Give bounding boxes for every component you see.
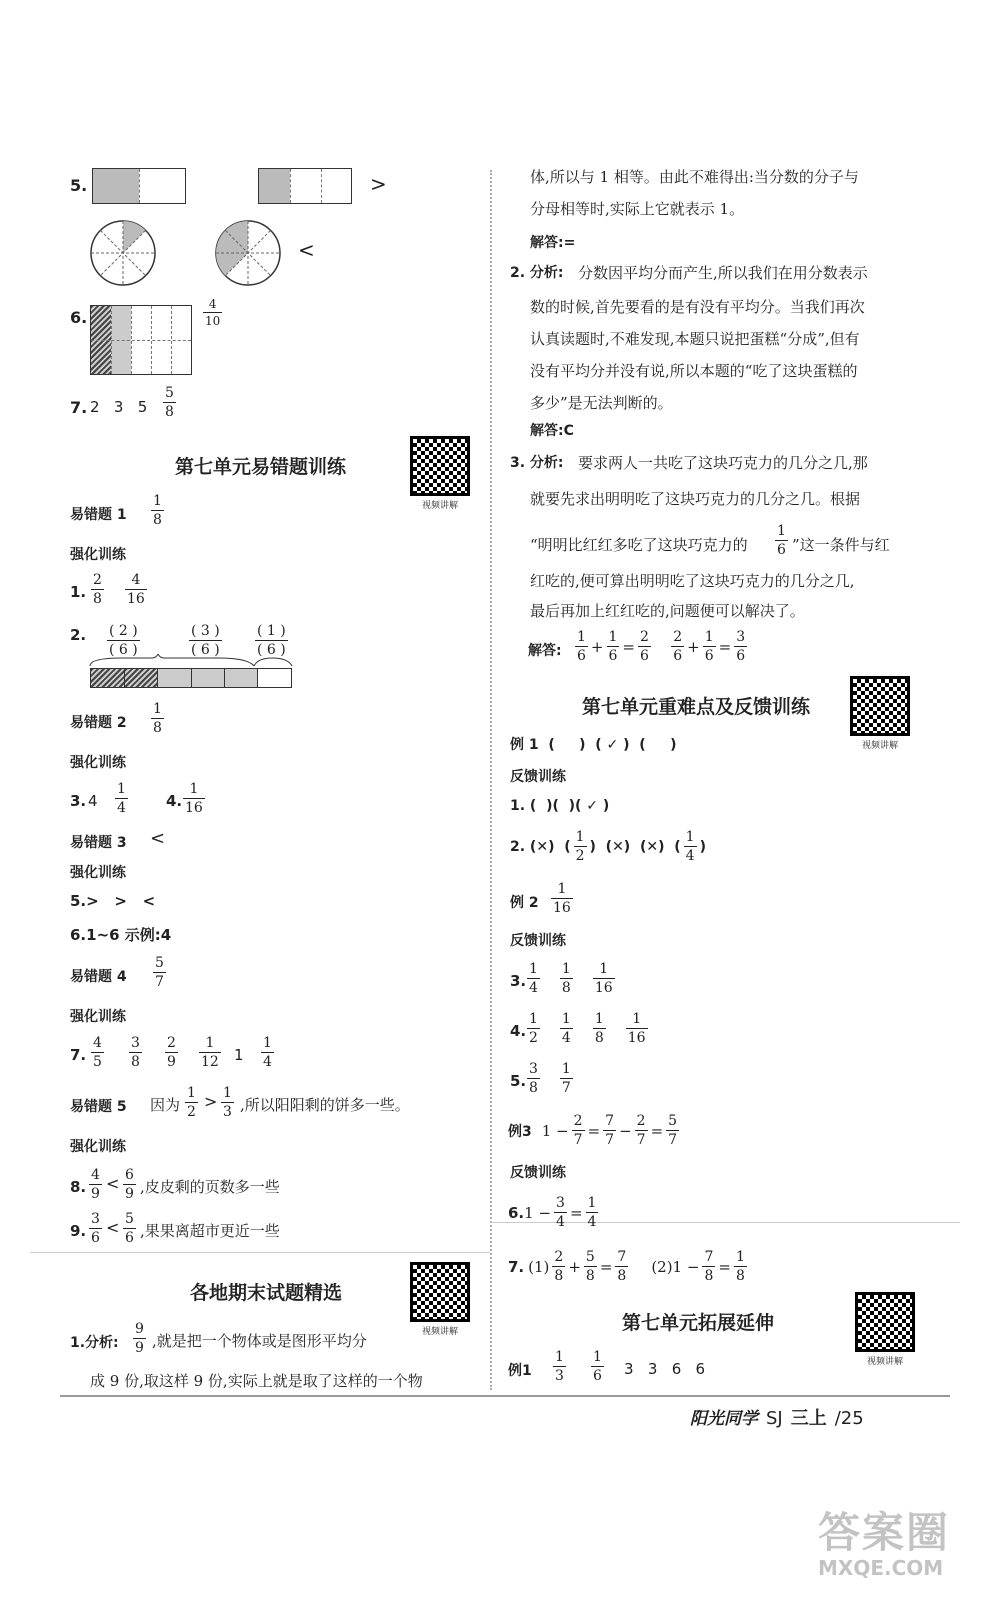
- values: 3 3 6 6: [624, 1360, 706, 1378]
- analysis-label: 3. 分析:: [510, 455, 564, 471]
- item-label: 9.: [70, 1222, 87, 1240]
- symbol: <: [106, 1174, 120, 1193]
- watermark-logo: 答案圈 MXQE.COM: [818, 1508, 951, 1580]
- answer-label: 解答:: [528, 643, 562, 659]
- qr-code[interactable]: 视频讲解: [410, 1262, 470, 1337]
- text: ,就是把一个物体或是图形平均分: [152, 1332, 367, 1350]
- feedback-2: 2. (✕) ( 1 2 ) (✕) (✕) ( 1 4 ): [510, 829, 706, 864]
- footer: [690, 1404, 864, 1430]
- qr-code[interactable]: 视频讲解: [410, 436, 470, 511]
- feedback-heading: 反馈训练: [510, 1165, 566, 1181]
- rect-diagram: [92, 168, 186, 204]
- fraction: $\frac{1}{4}$: [117, 781, 126, 816]
- item-label: 2.: [70, 626, 87, 644]
- q5-label: 5.: [70, 176, 88, 195]
- training-heading: 强化训练: [70, 1139, 126, 1155]
- page-number: /25: [834, 1408, 864, 1429]
- circle-diagram: [213, 218, 283, 288]
- section-title: 第七单元重难点及反馈训练: [582, 696, 811, 718]
- text: 分数因平均分而产生,所以我们在用分数表示: [578, 264, 868, 282]
- text: 成 9 份,取这样 9 份,实际上就是取了这样的一个物: [90, 1372, 423, 1390]
- text: 数的时候,首先要看的是有没有平均分。当我们再次: [530, 298, 865, 316]
- fraction: $\frac{1}{6}$: [593, 1349, 602, 1384]
- answer-expression: 1 6 + $\frac{1}{6}$ = $\frac{2}{6}$ 2 6 + $\frac{1}{6}$ = $\frac{3}{6}$: [577, 629, 746, 664]
- fraction: $\frac{5}{6}$: [125, 1211, 134, 1246]
- grade: 三上: [790, 1408, 827, 1429]
- item-label: 7.: [70, 1046, 87, 1064]
- grid-diagram: [90, 305, 192, 375]
- feedback-6: 6. 1 − $\frac{3}{4}$ = $\frac{1}{4}$: [508, 1195, 597, 1230]
- training-heading: 强化训练: [70, 755, 126, 771]
- brace: [88, 654, 294, 668]
- fraction: $\frac{2}{8}$: [93, 572, 102, 607]
- text: ,所以阳阳剩的饼多一些。: [240, 1096, 410, 1114]
- analysis-label: 1.分析:: [70, 1335, 119, 1351]
- feedback-7: 7. (1) 2 8 + $\frac{5}{8}$ = $\frac{7}{8}$ (2)1 − $\frac{7}{8}$ = $\frac{1}{8}$: [508, 1249, 745, 1284]
- item-label: 4.: [166, 792, 183, 810]
- fraction: $\frac{1}{8}$: [153, 701, 162, 736]
- qr-code[interactable]: 视频讲解: [850, 676, 910, 751]
- fraction: $\frac{3}{6}$: [91, 1211, 100, 1246]
- fraction: $\frac{4}{9}$: [91, 1167, 100, 1202]
- fraction: $\frac{( 3 )}{( 6 )}$: [191, 623, 220, 658]
- fraction: $\frac{3}{8}$: [131, 1035, 140, 1070]
- fraction: $\frac{4}{5}$: [93, 1035, 102, 1070]
- fraction: $\frac{1}{16}$: [185, 781, 203, 816]
- example-label: 例1: [508, 1363, 532, 1379]
- error-item-label: 易错题 2: [70, 715, 127, 731]
- fraction: $\frac{1}{6}$: [777, 523, 786, 558]
- item-label: 3.: [70, 792, 87, 810]
- section-title: 第七单元易错题训练: [175, 456, 347, 478]
- item-label: 1.: [70, 583, 87, 601]
- item-label: 8.: [70, 1178, 87, 1196]
- section-title: 各地期末试题精选: [190, 1282, 343, 1304]
- value: 4: [88, 792, 98, 810]
- symbol: <: [106, 1218, 120, 1237]
- fraction: $\frac{6}{9}$: [125, 1167, 134, 1202]
- fraction: $\frac{1}{12}$: [201, 1035, 219, 1070]
- answer: 解答:=: [530, 235, 576, 251]
- text: ”这一条件与红: [792, 536, 890, 554]
- fraction: $\frac{1}{3}$: [223, 1085, 232, 1120]
- training-heading: 强化训练: [70, 865, 126, 881]
- feedback-1: 1. ( )( )( ✓ ): [510, 798, 610, 814]
- fraction: $\frac{1}{2}$: [187, 1085, 196, 1120]
- answer: 解答:C: [530, 423, 574, 439]
- circle-diagram: [88, 218, 158, 288]
- value: 1: [234, 1046, 244, 1064]
- book-code: SJ: [766, 1408, 783, 1429]
- feedback-heading: 反馈训练: [510, 933, 566, 949]
- compare-symbol: <: [298, 238, 315, 262]
- text: 多少”是无法判断的。: [530, 394, 673, 412]
- item-label: 4.: [510, 1022, 527, 1040]
- q7-label: 7.: [70, 398, 88, 417]
- fraction: $\frac{1}{8}$: [153, 493, 162, 528]
- fraction: $\frac{1}{3}$: [555, 1349, 564, 1384]
- text: 分母相等时,实际上它就表示 1。: [530, 200, 745, 218]
- text: “明明比红红多吃了这块巧克力的: [530, 536, 748, 554]
- q7-values: 2 3 5: [90, 398, 148, 416]
- text: 认真读题时,不难发现,本题只说把蛋糕“分成”,但有: [530, 330, 860, 348]
- text: ,皮皮剩的页数多一些: [140, 1178, 280, 1196]
- fraction: $\frac{5}{7}$: [155, 955, 164, 990]
- fraction: $\frac{( 1 )}{( 6 )}$: [257, 623, 286, 658]
- section-title: 第七单元拓展延伸: [622, 1312, 775, 1334]
- column-divider: [490, 170, 492, 1390]
- section-rule: [30, 1252, 490, 1253]
- item-label: 5.: [510, 1072, 527, 1090]
- footer-rule: [60, 1395, 950, 1397]
- fraction: $\frac{( 2 )}{( 6 )}$: [109, 623, 138, 658]
- fraction: $\frac{2}{9}$: [167, 1035, 176, 1070]
- fraction: $\frac{1}{16}$: [553, 881, 571, 916]
- fraction-list: 3 8 1 7: [529, 1061, 571, 1096]
- fraction: $\frac{9}{9}$: [135, 1321, 144, 1356]
- brand-logo: 阳光同学: [690, 1409, 758, 1429]
- item-6: 6.1~6 示例:4: [70, 926, 172, 944]
- error-item-label: 易错题 5: [70, 1099, 127, 1115]
- analysis-label: 2. 分析:: [510, 265, 564, 281]
- compare-symbol: >: [370, 172, 387, 196]
- q7-fraction: $\frac{5}{8}$: [165, 385, 174, 420]
- symbol: >: [204, 1092, 218, 1111]
- feedback-heading: 反馈训练: [510, 769, 566, 785]
- example-3: 例3 1 − $\frac{2}{7}$ = $\frac{7}{7}$ − $\frac{2}{7}$ = $\frac{5}{7}$: [508, 1113, 678, 1148]
- rect-diagram: [258, 168, 352, 204]
- error-item-label: 易错题 4: [70, 969, 127, 985]
- text: 就要先求出明明吃了这块巧克力的几分之几。根据: [530, 490, 861, 508]
- example-1: 例 1 ( ) ( ✓ ) ( ): [510, 737, 677, 753]
- training-heading: 强化训练: [70, 547, 126, 563]
- fraction-list: 1 4 1 8 1 16: [529, 961, 613, 996]
- text: 没有平均分并没有说,所以本题的“吃了这块蛋糕的: [530, 362, 858, 380]
- error-item-label: 易错题 3: [70, 835, 127, 851]
- error-item-label: 易错题 1: [70, 507, 127, 523]
- bar-diagram: [90, 668, 292, 688]
- qr-code[interactable]: 视频讲解: [855, 1292, 915, 1367]
- text: 最后再加上红红吃的,问题便可以解决了。: [530, 602, 805, 620]
- item-5: 5.> > <: [70, 892, 156, 910]
- fraction: $\frac{4}{16}$: [127, 572, 145, 607]
- training-heading: 强化训练: [70, 1009, 126, 1025]
- text: 体,所以与 1 相等。由此不难得出:当分数的分子与: [530, 168, 859, 186]
- value: <: [150, 828, 166, 849]
- text: 要求两人一共吃了这块巧克力的几分之几,那: [578, 454, 868, 472]
- text: ,果果离超市更近一些: [140, 1222, 280, 1240]
- text: 因为: [150, 1096, 181, 1114]
- example-label: 例 2: [510, 895, 539, 911]
- text: 红吃的,便可算出明明吃了这块巧克力的几分之几,: [530, 572, 855, 590]
- fraction: $\frac{1}{4}$: [263, 1035, 272, 1070]
- item-label: 3.: [510, 972, 527, 990]
- q6-label: 6.: [70, 308, 88, 327]
- q6-fraction: $\frac{4}{10}$: [205, 297, 221, 328]
- fraction-list: 1 2 1 4 1 8 1 16: [529, 1011, 646, 1046]
